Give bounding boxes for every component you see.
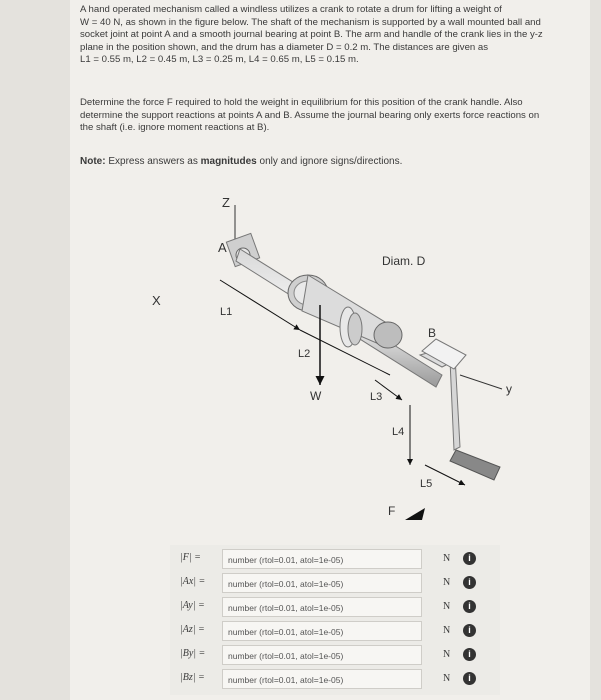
x-axis-label: X — [152, 293, 161, 308]
intro-line: W = 40 N, as shown in the figure below. The shaft of the mechanism is supported by a wall mounted ball and — [80, 16, 541, 28]
answer-input-by[interactable]: number (rtol=0.01, atol=1e-05) — [222, 645, 422, 665]
l4-label: L4 — [392, 426, 405, 438]
note-pre: Express answers as — [108, 156, 201, 167]
answer-row — [170, 573, 500, 595]
answer-unit: N — [443, 601, 451, 612]
answer-input-bz[interactable]: number (rtol=0.01, atol=1e-05) — [222, 669, 422, 689]
problem-task — [80, 97, 580, 135]
point-b-label: B — [428, 326, 437, 340]
note-label: Note: — [80, 156, 106, 167]
y-axis — [460, 375, 502, 389]
intro-line: A hand operated mechanism called a windless utilizes a crank to rotate a drum for lifting a weight of — [80, 4, 502, 15]
answer-unit: N — [443, 553, 451, 564]
note-post: only and ignore signs/directions. — [256, 156, 403, 167]
info-icon[interactable]: i — [463, 672, 476, 685]
answer-block — [170, 545, 500, 695]
answer-row — [170, 645, 500, 667]
weight-label: W — [310, 389, 322, 403]
l1-label: L1 — [220, 306, 233, 318]
problem-intro — [80, 4, 580, 67]
force-f-arrow — [405, 508, 425, 520]
answer-input-ay[interactable]: number (rtol=0.01, atol=1e-05) — [222, 597, 422, 617]
force-f-label: F — [388, 504, 396, 518]
answer-input-az[interactable]: number (rtol=0.01, atol=1e-05) — [222, 621, 422, 641]
note-bold: magnitudes — [200, 156, 257, 167]
diam-label: Diam. D — [382, 254, 426, 268]
answer-unit: N — [443, 625, 451, 636]
answer-row — [170, 669, 500, 691]
answer-input-ax[interactable]: number (rtol=0.01, atol=1e-05) — [222, 573, 422, 593]
task-line: the shaft (i.e. ignore moment reactions at B). — [80, 122, 270, 134]
info-icon[interactable]: i — [463, 600, 476, 613]
intro-line: L1 = 0.55 m, L2 = 0.45 m, L3 = 0.25 m, L4 = 0.65 m, L5 = 0.15 m. — [80, 54, 359, 66]
answer-unit: N — [443, 577, 451, 588]
info-icon[interactable]: i — [463, 576, 476, 589]
point-a-label: A — [218, 240, 227, 255]
l5-label: L5 — [420, 478, 433, 490]
task-line: Determine the force F required to hold the weight in equilibrium for this position of the crank handle. Also — [80, 97, 523, 108]
z-axis-label: Z — [222, 195, 230, 210]
answer-label: |F| = — [180, 552, 201, 563]
intro-line: socket joint at point A and a smooth journal bearing at point B. The arm and handle of the crank lies in the y-z — [80, 29, 543, 41]
answer-label: |Az| = — [180, 624, 205, 635]
answer-label: |Ay| = — [180, 600, 205, 611]
intro-line: plane in the position shown, and the drum has a diameter D = 0.2 m. The distances are given as — [80, 41, 489, 53]
answer-unit: N — [443, 649, 451, 660]
info-icon[interactable]: i — [463, 624, 476, 637]
task-line: determine the support reactions at points A and B. Assume the journal bearing only exerts force reactions on — [80, 109, 540, 121]
answer-row — [170, 549, 500, 571]
answer-unit: N — [443, 673, 451, 684]
l2-label: L2 — [298, 348, 311, 360]
answer-label: |Ax| = — [180, 576, 206, 587]
answer-label: |Bz| = — [180, 672, 205, 683]
note — [80, 156, 402, 167]
answer-row — [170, 621, 500, 643]
problem-card — [70, 0, 590, 700]
info-icon[interactable]: i — [463, 648, 476, 661]
answer-label: |By| = — [180, 648, 206, 659]
answer-row — [170, 597, 500, 619]
info-icon[interactable]: i — [463, 552, 476, 565]
answer-input-f[interactable]: number (rtol=0.01, atol=1e-05) — [222, 549, 422, 569]
windlass-figure — [70, 175, 590, 535]
y-axis-label: y — [506, 382, 512, 396]
l3-label: L3 — [370, 391, 383, 403]
